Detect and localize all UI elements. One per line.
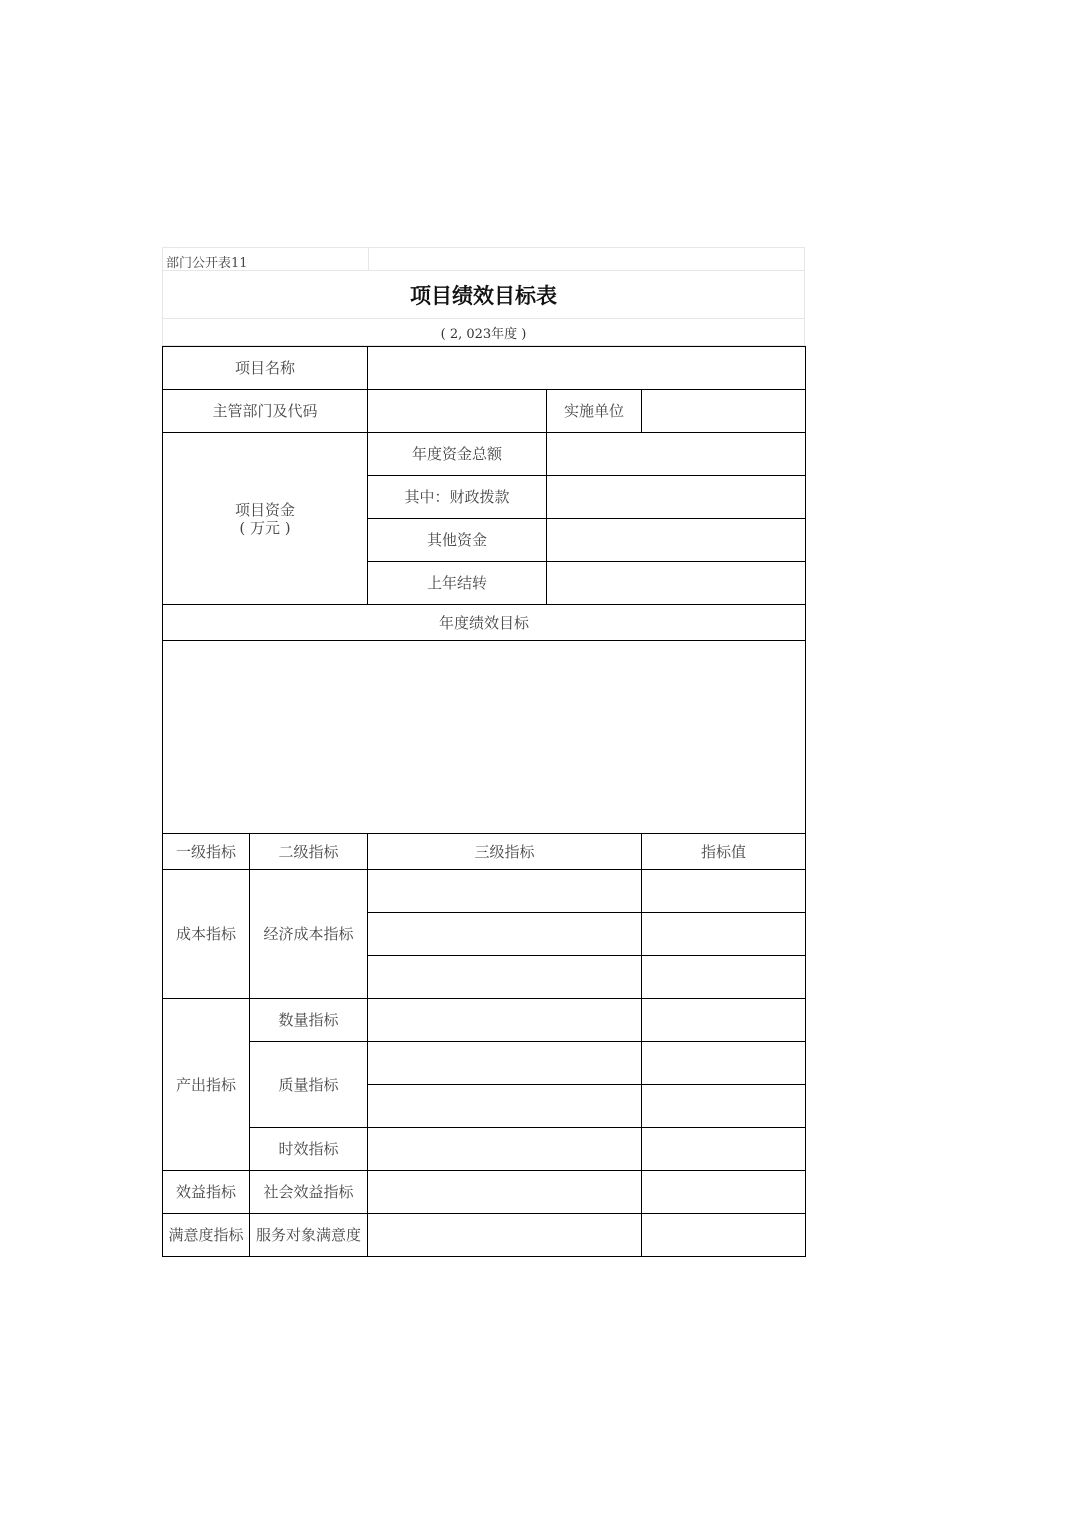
project-name-label: 项目名称 [163,347,368,390]
level3-cell[interactable] [368,1171,642,1214]
form-code: 部门公开表11 [166,256,248,271]
project-funds-label [163,433,368,605]
table-row [163,1214,806,1257]
indicator-value-cell[interactable] [642,1085,806,1128]
level3-cell[interactable] [368,1214,642,1257]
table-row [163,999,806,1042]
annual-goal-header-row [163,605,806,641]
level3-header: 三级指标 [368,834,642,870]
dept-code-label: 主管部门及代码 [163,390,368,433]
project-funds-label-line2: ( 万元 ) [239,518,291,537]
project-funds-label-line1: 项目资金 [235,500,296,519]
benefit-level2: 社会效益指标 [250,1171,368,1214]
annual-goal-body-row [163,641,806,834]
level3-cell[interactable] [368,870,642,913]
performance-target-sheet [162,247,805,1257]
impl-unit-value[interactable] [642,390,806,433]
carryover-value[interactable] [547,562,806,605]
level3-cell[interactable] [368,999,642,1042]
funds-row-total [163,433,806,476]
indicator-header-row [163,834,806,870]
table-row [163,1171,806,1214]
timeliness-level2: 时效指标 [250,1128,368,1171]
indicator-value-cell[interactable] [642,913,806,956]
quantity-level2: 数量指标 [250,999,368,1042]
level3-cell[interactable] [368,1085,642,1128]
fiscal-label: 其中：财政拨款 [368,476,547,519]
table-row [163,1042,806,1085]
indicator-value-header: 指标值 [642,834,806,870]
fiscal-year: ( 2, 023年度 ) [162,319,805,346]
annual-goal-value[interactable] [163,641,806,834]
project-name-row [163,347,806,390]
quality-level2: 质量指标 [250,1042,368,1128]
indicator-value-cell[interactable] [642,999,806,1042]
level3-cell[interactable] [368,1042,642,1085]
level3-cell[interactable] [368,1128,642,1171]
table-row [163,870,806,913]
indicator-value-cell[interactable] [642,870,806,913]
benefit-level1: 效益指标 [163,1171,250,1214]
other-funds-value[interactable] [547,519,806,562]
table-row [163,1128,806,1171]
impl-unit-label: 实施单位 [547,390,642,433]
indicator-value-cell[interactable] [642,1171,806,1214]
dept-row [163,390,806,433]
satisfaction-level2: 服务对象满意度 [250,1214,368,1257]
satisfaction-level1: 满意度指标 [163,1214,250,1257]
level3-cell[interactable] [368,956,642,999]
level3-cell[interactable] [368,913,642,956]
indicator-value-cell[interactable] [642,956,806,999]
other-funds-label: 其他资金 [368,519,547,562]
form-code-row [162,247,805,271]
carryover-label: 上年结转 [368,562,547,605]
annual-total-label: 年度资金总额 [368,433,547,476]
level2-header: 二级指标 [250,834,368,870]
indicator-value-cell[interactable] [642,1128,806,1171]
cost-level2: 经济成本指标 [250,870,368,999]
indicator-value-cell[interactable] [642,1214,806,1257]
dept-code-value[interactable] [368,390,547,433]
page-title: 项目绩效目标表 [162,271,805,319]
fiscal-value[interactable] [547,476,806,519]
annual-total-value[interactable] [547,433,806,476]
project-name-value[interactable] [368,347,806,390]
caption-divider [368,248,369,270]
level1-header: 一级指标 [163,834,250,870]
cost-level1: 成本指标 [163,870,250,999]
annual-goal-label: 年度绩效目标 [163,605,806,641]
indicator-value-cell[interactable] [642,1042,806,1085]
performance-table [162,346,806,1257]
output-level1: 产出指标 [163,999,250,1171]
